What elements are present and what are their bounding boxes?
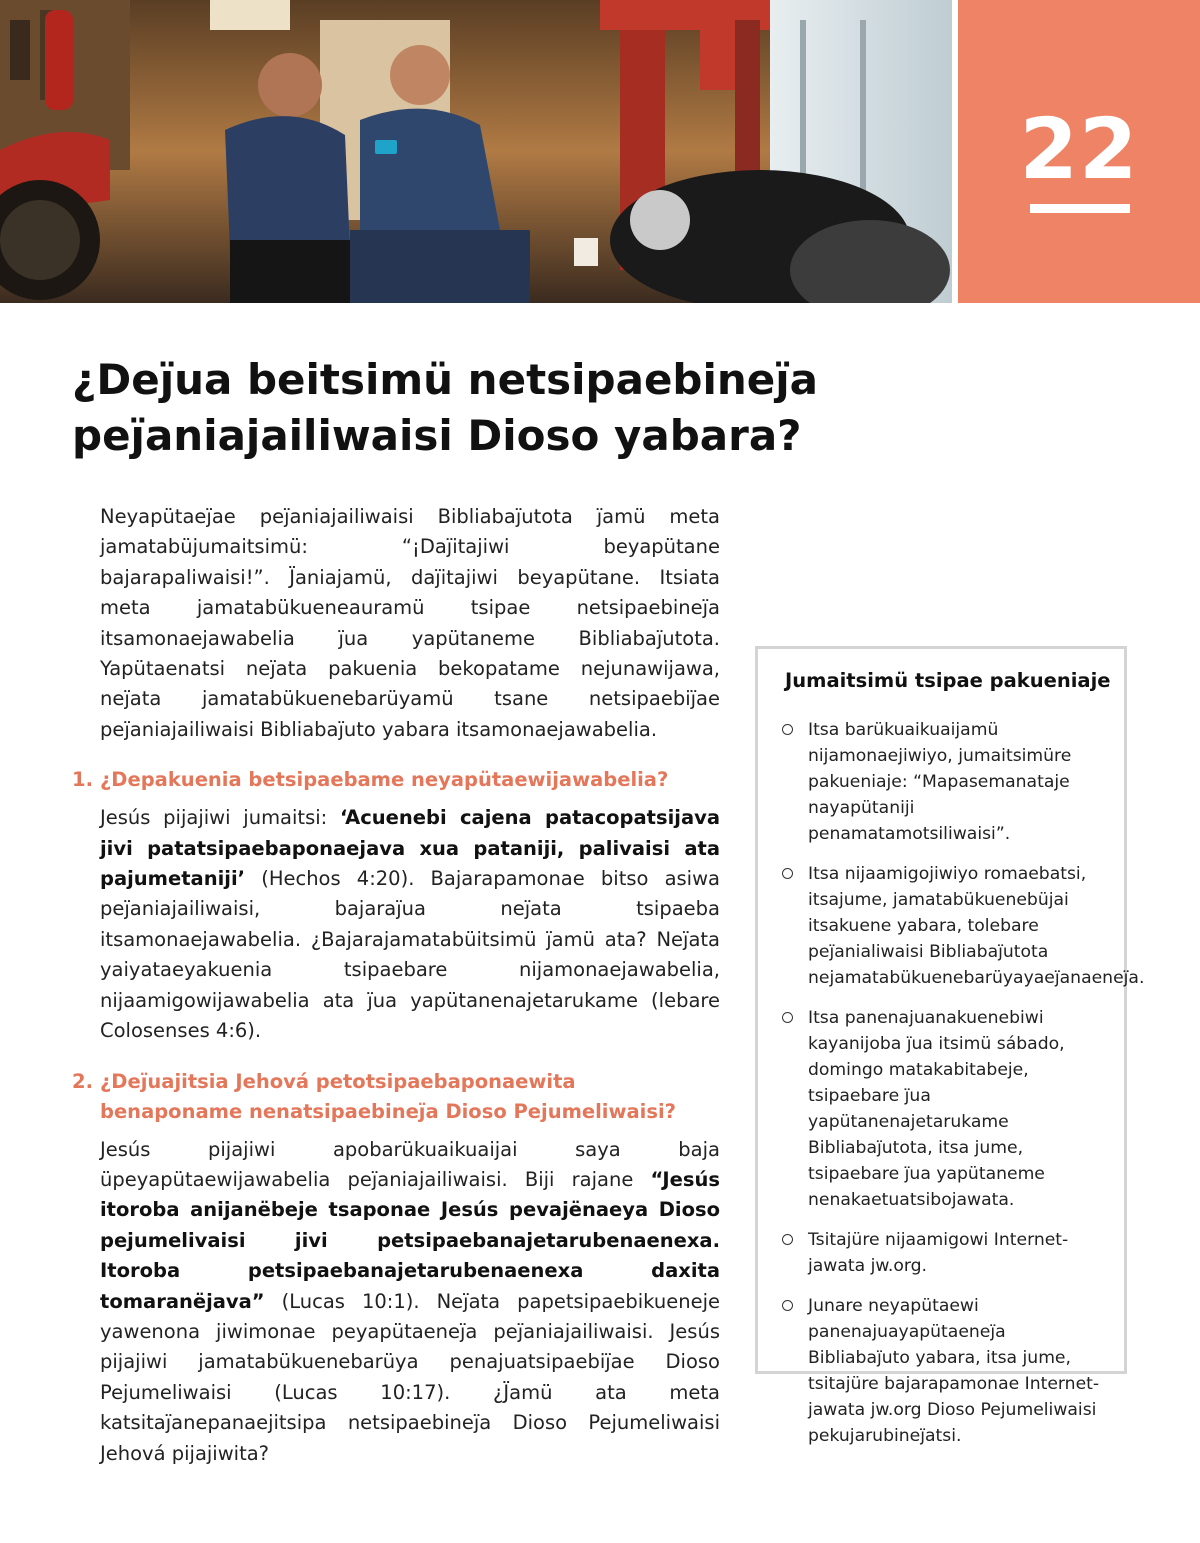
list-item (780, 1227, 1110, 1279)
main-column (72, 502, 720, 1469)
circle-bullet-icon (782, 868, 793, 879)
sidebar-list (780, 717, 1145, 1463)
question-text: ¿Depakuenia betsipaebame neyapütaewijawabelia? (100, 768, 669, 792)
sidebar-box (755, 646, 1145, 1446)
list-item-text: Itsa barükuaikuaijamü nijamonaejiwiyo, jumaitsimüre pakueniaje: “Mapasemanataje nayapütaniji penamatamotsiliwaisi”. (808, 720, 1072, 844)
list-item (780, 717, 1110, 847)
circle-bullet-icon (782, 1300, 793, 1311)
intro-paragraph: Neyapütaej̈ae pej̈aniajailiwaisi Bibliabaj̈utota j̈amü meta jamatabüjumaitsimü: “¡Daj̈itajiwi beyapütane bajarapaliwaisi!”. J̈aniajamü, daj̈itajiwi beyapütane. Itsiata meta jamatabükueneauramü tsipae netsipaebinej̈a itsamonaejawabelia j̈ua yapütaneme Bibliabaj̈utota. Yapütaenatsi nej̈ata pakuenia bekopatame nejunawijawa, nej̈ata jamatabükuenebarüyamü tsane netsipaebij̈ae pej̈aniajailiwaisi Bibliabaj̈uto yabara itsamonaejawabelia. (100, 505, 720, 741)
garage-scene-illustration (0, 0, 952, 303)
answer-quote: “Jesús itoroba anijanëbeje tsaponae Jesús pevajënaeya Dioso pejumelivaisi jivi petsipaebanajetarubenaenexa. Itoroba petsipaebanajetarubenaenexa daxita tomaranëjava” (100, 1167, 720, 1313)
lesson-number: 22 (1019, 100, 1139, 198)
answer-1 (72, 803, 720, 1046)
list-item-text: Tsitajüre nijaamigowi Internet-jawata jw.org. (808, 1230, 1069, 1276)
sidebar-title: Jumaitsimü tsipae pakueniaje (785, 669, 1111, 692)
circle-bullet-icon (782, 724, 793, 735)
answer-text: (Hechos 4:20). Bajarapamonae bitso asiwa pej̈aniajailiwaisi, bajaraj̈ua nej̈ata tsipaeba itsamonaejawabelia. ¿Bajarajamatabüitsimü j̈amü ata? Nej̈ata yaiyataeyakuenia tsipaebare nijamonaejawabelia, nijaamigowijawabelia ata j̈ua yapütanenajetarukame (lebare Colosenses 4:6). (100, 867, 720, 1043)
question-2 (72, 1067, 720, 1127)
title-line-2: pej̈aniajailiwaisi Dioso yabara? (72, 411, 802, 460)
title-line-1: ¿Dej̈ua beitsimü netsipaebinej̈a (72, 355, 819, 404)
answer-text: (Lucas 10:1). Nej̈ata papetsipaebikueneje yawenona jiwimonae peyapütaenej̈a pej̈aniajailiwaisi. Jesús pijajiwi jamatabükuenebarüya penajuatsipaebij̈ae Dioso Pejumeliwaisi (Lucas 10:17). ¿J̈amü ata meta katsitaj̈anepanaejitsipa netsipaebinej̈a Dioso Pejumeliwaisi Jehová pijajiwita? (100, 1289, 720, 1465)
list-item-text: Junare neyapütaewi panenajuayapütaenej̈a Bibliabaj̈uto yabara, itsa jume, tsitajüre bajarapamonae Internet-jawata jw.org Dioso Pejumeliwaisi pekujarubinej̈atsi. (808, 1296, 1100, 1446)
lesson-number-box (958, 0, 1200, 303)
circle-bullet-icon (782, 1012, 793, 1023)
answer-text: Jesús pijajiwi jumaitsi: (100, 806, 340, 830)
list-item-text: Itsa nijaamigojiwiyo romaebatsi, itsajume, jamatabükuenebüjai itsakuene yabara, tolebare pej̈anialiwaisi Bibliabaj̈utota nejamatabükuenebarüyayaej̈anaenej̈a. (808, 864, 1145, 988)
list-item (780, 861, 1145, 991)
question-number: 2. (72, 1069, 93, 1093)
answer-text: Jesús pijajiwi apobarükuaikuaijai saya baja üpeyapütaewijawabelia pej̈aniajailiwaisi. Biji rajane (100, 1137, 720, 1191)
list-item (780, 1005, 1110, 1213)
lesson-number-underline (1030, 204, 1130, 213)
page-title (72, 352, 932, 464)
circle-bullet-icon (782, 1234, 793, 1245)
question-1 (72, 765, 720, 795)
list-item-text: Itsa panenajuanakuenebiwi kayanijoba j̈ua itsimü sábado, domingo matakabitabeje, tsipaebare j̈ua yapütanenajetarukame Bibliabaj̈utota, itsa jume, tsipaebare j̈ua yapütaneme nenakaetuatsibojawata. (808, 1008, 1065, 1210)
question-text: ¿Dej̈uajitsia Jehová petotsipaebaponaewita benaponame nenatsipaebinej̈a Dioso Pejumeliwaisi? (100, 1069, 676, 1123)
question-number: 1. (72, 768, 93, 792)
header-photo (0, 0, 952, 303)
answer-quote: ‘Acuenebi cajena patacopatsijava jivi patatsipaebaponaejava xua pataniji, palivaisi ata pajumetaniji’ (100, 806, 720, 891)
list-item (780, 1293, 1110, 1449)
answer-2 (72, 1135, 720, 1469)
